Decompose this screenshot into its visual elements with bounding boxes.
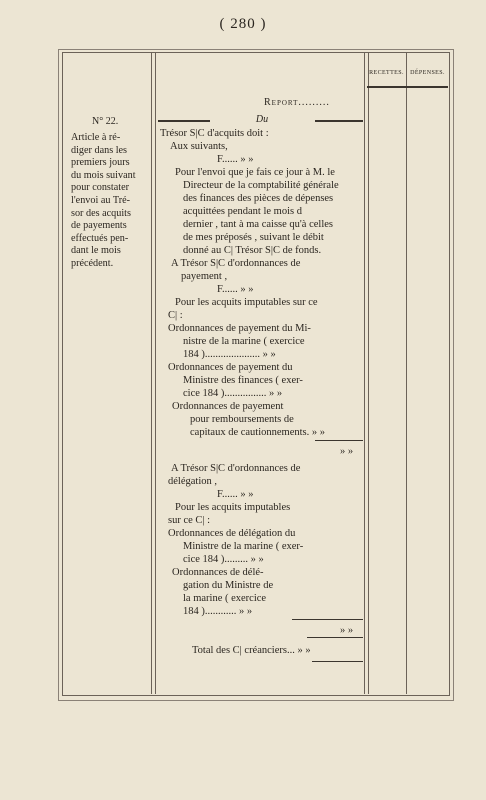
- margin-divider: [151, 52, 156, 694]
- subtotal-line: » »: [340, 446, 354, 457]
- entry-line: C| :: [168, 310, 183, 321]
- entry-line: Aux suivants,: [170, 141, 228, 152]
- entry-line: Ordonnances de payement: [172, 401, 284, 412]
- du-rule-right: [315, 120, 363, 122]
- entry-line: de mes préposés , suivant le débit: [183, 232, 324, 243]
- entry-number: N° 22.: [92, 116, 119, 127]
- entry-line: payement ,: [181, 271, 228, 282]
- note-line: précédent.: [71, 257, 114, 269]
- entry-line: capitaux de cautionnements. » »: [190, 427, 325, 438]
- subtotal-line: » »: [340, 625, 354, 636]
- entry-line: Ordonnances de payement du: [168, 362, 293, 373]
- note-line: l'envoi au Tré-: [71, 194, 130, 206]
- note-line: effectués pen-: [71, 232, 129, 244]
- note-line: pour constater: [71, 182, 129, 194]
- subtotal-rule-2: [292, 619, 363, 620]
- total-line: Total des C| créanciers... » »: [192, 645, 311, 656]
- recettes-divider: [364, 52, 369, 694]
- note-line: du mois suivant: [71, 169, 136, 181]
- entry-line: F...... » »: [217, 154, 254, 165]
- note-line: de payements: [71, 220, 127, 232]
- entry-line: pour remboursements de: [190, 414, 294, 425]
- depenses-divider: [406, 52, 407, 694]
- entry-line: A Trésor S|C d'ordonnances de: [171, 463, 301, 474]
- report-label: Report.........: [264, 97, 330, 108]
- note-line: dant le mois: [71, 245, 121, 257]
- note-line: Article à ré-: [71, 132, 121, 143]
- entry-line: F...... » »: [217, 489, 254, 500]
- page-number: ( 280 ): [219, 16, 267, 32]
- entry-line: Trésor S|C d'acquits doit :: [160, 128, 269, 139]
- entry-line: Ordonnances de payement du Mi-: [168, 323, 311, 334]
- entry-line: des finances des pièces de dépenses: [183, 193, 334, 204]
- depenses-header: DÉPENSES.: [410, 70, 445, 76]
- entry-line: Pour l'envoi que je fais ce jour à M. le: [175, 167, 335, 178]
- du-label: Du: [255, 114, 269, 125]
- entry-line: 184 )............ » »: [183, 606, 253, 617]
- note-line: premiers jours: [71, 157, 130, 169]
- entry-line: F...... » »: [217, 284, 254, 295]
- entry-line: gation du Ministre de: [183, 580, 274, 591]
- entry-line: Ordonnances de délégation du: [168, 528, 296, 539]
- entry-line: dernier , tant à ma caisse qu'à celles: [183, 219, 333, 230]
- recettes-header: RECETTES.: [369, 70, 404, 76]
- total-underline: [312, 661, 363, 662]
- header-rule: [367, 86, 448, 88]
- entry-line: sur ce C| :: [168, 515, 211, 526]
- total-rule: [307, 637, 363, 638]
- entry-line: cice 184 )......... » »: [183, 554, 264, 565]
- entry-line: donné au C| Trésor S|C de fonds.: [183, 245, 322, 256]
- entry-line: A Trésor S|C d'ordonnances de: [171, 258, 301, 269]
- article-note: [71, 132, 151, 271]
- entry-line: Pour les acquits imputables: [175, 502, 291, 513]
- note-line: diger dans les: [71, 144, 128, 156]
- entry-line: Ministre des finances ( exer-: [183, 375, 303, 386]
- entry-line: Directeur de la comptabilité générale: [183, 180, 339, 191]
- entry-line: la marine ( exercice: [183, 593, 267, 604]
- entry-line: acquittées pendant le mois d: [183, 206, 302, 217]
- entry-line: Ordonnances de délé-: [172, 567, 264, 578]
- note-line: sor des acquits: [71, 207, 131, 219]
- entry-line: Ministre de la marine ( exer-: [183, 541, 304, 552]
- entry-line: nistre de la marine ( exercice: [183, 336, 305, 347]
- entry-line: délégation ,: [168, 476, 217, 487]
- entry-line: cice 184 )................ » »: [183, 388, 283, 399]
- subtotal-rule: [315, 440, 363, 441]
- entry-line: 184 )..................... » »: [183, 349, 276, 360]
- entry-line: Pour les acquits imputables sur ce: [175, 297, 318, 308]
